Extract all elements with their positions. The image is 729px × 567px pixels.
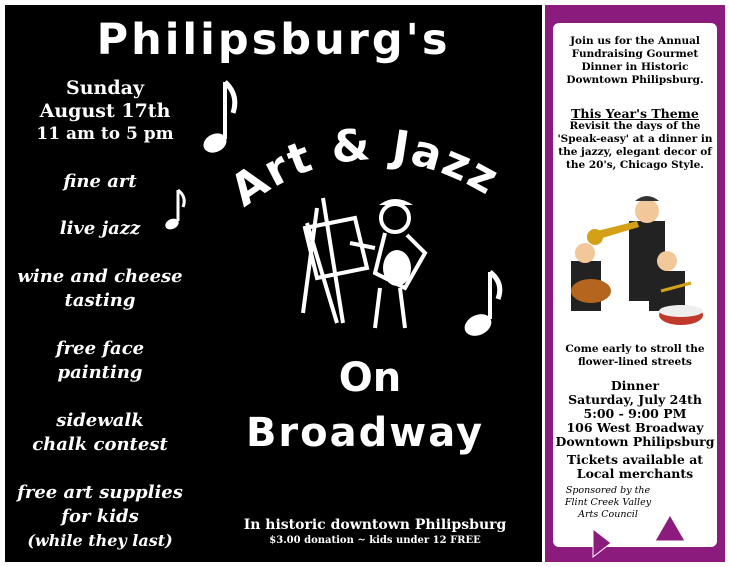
theme-block — [553, 107, 717, 172]
price-text: $3.00 donation ~ kids under 12 FREE — [269, 535, 481, 546]
sidebar-panel — [553, 23, 717, 547]
sponsor-line: Flint Creek Valley — [564, 497, 652, 508]
activity-fine-art: fine art — [63, 171, 137, 192]
activity-supplies: free art supplies — [17, 482, 183, 503]
dinner-city: Downtown Philipsburg — [555, 434, 715, 449]
jazz-band-clipart — [567, 191, 707, 341]
dinner-sidebar — [545, 5, 725, 562]
painter-clipart — [295, 193, 445, 333]
activity-face-painting: free face — [55, 338, 145, 359]
location-text: In historic downtown Philipsburg — [243, 517, 507, 533]
arrow-right-icon — [591, 527, 613, 559]
arrow-up-icon — [653, 513, 687, 543]
event-poster — [5, 5, 542, 562]
activity-wine-cheese-2: tasting — [64, 290, 136, 311]
stroll-line: flower-lined streets — [578, 356, 692, 368]
date-day: Sunday — [66, 77, 144, 99]
theme-line: Revisit the days of the — [569, 120, 701, 132]
broadway-heading: Broadway — [245, 410, 485, 456]
theme-line: the 20's, Chicago Style. — [566, 159, 704, 171]
activity-supplies-3: (while they last) — [27, 531, 173, 550]
sponsor-line: Arts Council — [578, 509, 638, 520]
dinner-heading: Dinner — [610, 378, 660, 393]
poster-title: Philipsburg's — [96, 15, 451, 65]
date-time: 11 am to 5 pm — [36, 124, 174, 144]
dinner-date: Saturday, July 24th — [568, 392, 702, 407]
activity-face-painting-2: painting — [57, 362, 143, 383]
stroll-text — [553, 343, 717, 369]
intro-line: Fundraising Gourmet — [571, 48, 699, 60]
event-date — [15, 77, 195, 145]
dinner-block — [553, 379, 717, 449]
date-date: August 17th — [39, 100, 171, 122]
activity-chalk: sidewalk — [56, 410, 144, 431]
sponsor-line: Sponsored by the — [565, 485, 651, 496]
art-jazz-text: Art & Jazz — [221, 118, 509, 217]
theme-heading: This Year's Theme — [571, 106, 699, 121]
activity-chalk-2: chalk contest — [32, 434, 168, 455]
stroll-line: Come early to stroll the — [565, 343, 705, 355]
theme-line: the jazzy, elegant decor of — [558, 146, 712, 158]
intro-line: Downtown Philipsburg. — [566, 74, 704, 86]
activity-supplies-2: for kids — [61, 506, 139, 527]
activity-wine-cheese: wine and cheese — [17, 266, 183, 287]
dinner-address: 106 West Broadway — [566, 420, 704, 435]
tickets-block — [553, 453, 717, 481]
on-heading: On — [338, 355, 402, 401]
activity-live-jazz: live jazz — [59, 218, 141, 239]
tickets-line: Tickets available at — [566, 452, 704, 467]
dinner-time: 5:00 - 9:00 PM — [583, 406, 687, 421]
intro-line: Join us for the Annual — [570, 35, 700, 47]
intro-text — [553, 35, 717, 87]
theme-line: 'Speak-easy' at a dinner in — [557, 133, 713, 145]
tickets-line: Local merchants — [576, 466, 694, 481]
intro-line: Dinner in Historic — [581, 61, 689, 73]
sponsor-text — [553, 485, 663, 521]
